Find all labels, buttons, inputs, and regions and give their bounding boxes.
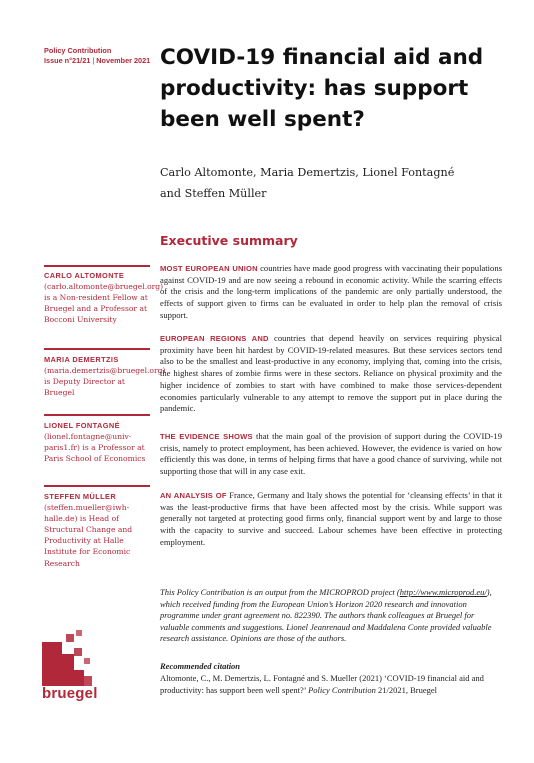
note-text-after: ), which received funding from the European Union’s Horizon 2020 research and innovation programme under grant agreement no. 822390. The authors thank colleagues at Bruegel for valuable comments and suggestions. Lionel Jeanrenaud and Maddalena Conte provided valuable research assistance. Opinions are those of the authors. — [160, 587, 492, 644]
logo-block — [54, 642, 62, 654]
page-title: COVID-19 financial aid and productivity: has support been well spent? — [160, 45, 484, 132]
paragraph-text: that the main goal of the provision of support during the COVID-19 crisis, namely to protect employment, has been achieved. However, the evidence is varied on how efficiently this was done, in terms of helping firms that have a good chance of surviving, while not supporting those that will in any case exit. — [160, 431, 502, 477]
paragraph-lead: THE EVIDENCE SHOWS — [160, 432, 253, 441]
citation-heading: Recommended citation — [160, 661, 241, 671]
bio-text: (carlo.altomonte@bruegel.org) is a Non-resident Fellow at Bruegel and a Professor at Bocconi University — [44, 282, 164, 325]
bio-name: CARLO ALTOMONTE — [44, 271, 125, 280]
project-link[interactable]: http://www.microprod.eu/ — [399, 587, 487, 597]
logo-block — [54, 654, 74, 686]
citation-text-before: Altomonte, C., M. Demertzis, L. Fontagné and S. Mueller (2021) ‘COVID-19 financial aid and productivity: has support been well spent?’ — [160, 673, 484, 695]
summary-paragraph — [160, 333, 502, 415]
paragraph-lead: MOST EUROPEAN UNION — [160, 264, 258, 273]
logo-block — [42, 642, 54, 686]
bio-divider — [44, 348, 150, 350]
bio-divider — [44, 265, 150, 267]
bio-name: LIONEL FONTAGNÉ — [44, 421, 120, 430]
paragraph-text: France, Germany and Italy shows the potential for ‘cleansing effects’ in that it was the least-productive firms that have been affected most by the crisis. While support was generally not targeted at protecting good firms only, financial support went by and large to those with the capacity to survive and succeed. Labour schemes have been effective in protecting employment. — [160, 490, 502, 547]
logo-block — [84, 658, 90, 664]
bio-name: STEFFEN MÜLLER — [44, 492, 117, 501]
paragraph-text: countries have made good progress with vaccinating their populations against COVID-19 and are now seeing a rebound in economic activity. While the scarring effects of the crisis and the long-term implications of the pandemic are only partially understood, the effects of support given to firms can be evaluated in order to help plan the removal of crisis support. — [160, 263, 502, 320]
citation-journal: Policy Contribution — [308, 684, 376, 695]
series-name: Policy Contribution — [44, 46, 112, 55]
funding-note — [160, 587, 505, 645]
bio-fontagne — [44, 420, 150, 464]
bruegel-logo-icon — [42, 630, 102, 686]
logo-block — [66, 634, 74, 642]
bio-name: MARIA DEMERTZIS — [44, 355, 119, 364]
bruegel-logo-text: bruegel — [42, 685, 98, 702]
bio-divider — [44, 485, 150, 487]
citation-text — [160, 673, 500, 696]
authors — [160, 162, 500, 204]
issue-date: November 2021 — [96, 56, 151, 65]
bio-muller — [44, 491, 150, 569]
bio-text: (lionel.fontagne@univ-paris1.fr) is a Professor at Paris School of Economics — [44, 432, 146, 464]
issue-number: Issue n°21/21 — [44, 56, 91, 65]
summary-paragraph — [160, 431, 502, 478]
bio-text: (maria.demertzis@bruegel.org) is Deputy Director at Bruegel — [44, 366, 166, 398]
authors-line-2: and Steffen Müller — [160, 187, 267, 200]
note-text-before: This Policy Contribution is an output from the MICROPROD project ( — [160, 587, 400, 597]
citation-text-after: 21/2021, Bruegel — [375, 684, 438, 695]
issue-separator: | — [90, 56, 97, 65]
bio-text: (steffen.mueller@iwh-halle.de) is Head of Structural Change and Productivity at Halle Institute for Economic Research — [44, 503, 133, 568]
summary-paragraph — [160, 263, 502, 322]
paragraph-lead: AN ANALYSIS OF — [160, 491, 227, 500]
paragraph-lead: EUROPEAN REGIONS AND — [160, 334, 269, 343]
series-label — [44, 46, 150, 66]
authors-line-1: Carlo Altomonte, Maria Demertzis, Lionel Fontagné — [160, 166, 455, 179]
section-heading: Executive summary — [160, 233, 298, 248]
bio-divider — [44, 414, 150, 416]
paragraph-text: countries that depend heavily on services requiring physical proximity have been hit hardest by COVID-19-related measures. But these services sectors tend also to be the smallest and least-productive in any economy, implying that, coming into the crisis, the highest shares of zombie firms were in these sectors. Reliance on physical proximity and the higher incidence of zombies to start with have combined to make those services-dependent economies particularly vulnerable to any attempt to remove the support put in place during the pandemic. — [160, 333, 502, 414]
logo-block — [76, 630, 82, 636]
summary-paragraph — [160, 490, 502, 549]
bio-altomonte — [44, 270, 164, 325]
logo-block — [74, 670, 84, 686]
bio-demertzis — [44, 354, 166, 398]
logo-block — [74, 648, 82, 656]
